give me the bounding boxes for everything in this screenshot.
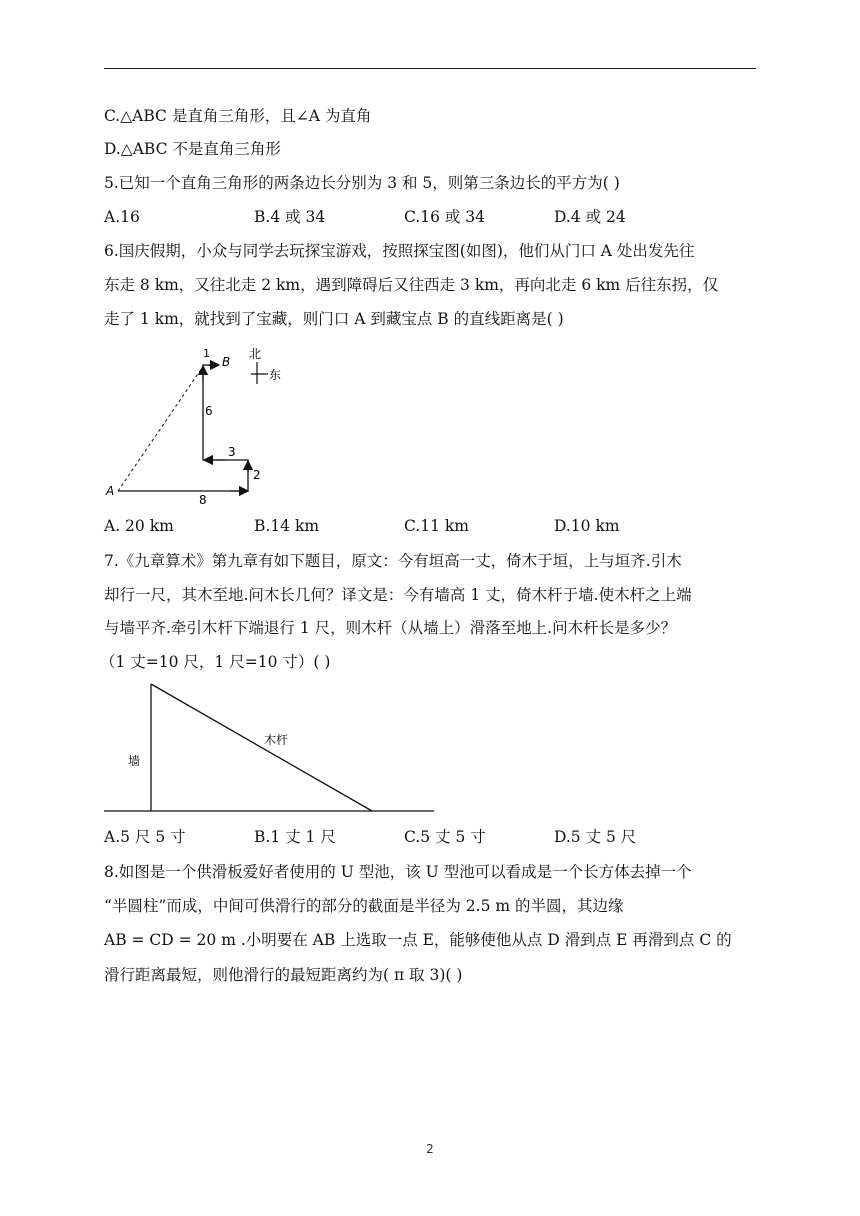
question-6-line-1: 6.国庆假期，小众与同学去玩探宝游戏，按照探宝图(如图)，他们从门口 A 处出发先往 (104, 242, 695, 260)
question-7-line-2: 却行一尺，其木至地.问木长几何？译文是：今有墙高 1 丈，倚木杆于墙.使木杆之上端 (104, 586, 692, 604)
q6-option-a: A. 20 km (104, 517, 174, 535)
label-b: B (222, 355, 231, 369)
segment-2: 2 (253, 468, 261, 482)
q5-option-c: C.16 或 34 (404, 208, 486, 226)
pole-label: 木杆 (264, 733, 289, 747)
wall-pole-figure (100, 678, 440, 818)
q6-option-c: C.11 km (404, 517, 469, 535)
q6-option-b: B.14 km (254, 517, 320, 535)
q5-option-d: D.4 或 24 (554, 208, 626, 226)
label-a: A (106, 484, 115, 498)
wall-label: 墙 (128, 754, 141, 768)
q7-option-a: A.5 尺 5 寸 (104, 828, 186, 846)
q7-option-b: B.1 丈 1 尺 (254, 828, 336, 846)
compass-north: 北 (249, 347, 262, 361)
dashed-line-a-to-b (118, 365, 204, 491)
question-8-line-4: 滑行距离最短，则他滑行的最短距离约为( π 取 3)( ) (104, 966, 463, 984)
question-8-line-2: “半圆柱”而成，中间可供滑行的部分的截面是半径为 2.5 m 的半圆，其边缘 (104, 897, 624, 915)
segment-3: 3 (228, 445, 236, 459)
pole-line (151, 684, 372, 811)
question-8-line-1: 8.如图是一个供滑板爱好者使用的 U 型池，该 U 型池可以看成是一个长方体去掉一个 (104, 863, 692, 881)
page-number: 2 (426, 1142, 434, 1156)
option-c-prev: C.△ABC 是直角三角形，且∠A 为直角 (104, 107, 372, 125)
q7-option-d: D.5 丈 5 尺 (554, 828, 637, 846)
question-8-line-3: AB = CD = 20 m .小明要在 AB 上选取一点 E，能够使他从点 D 滑到点 E 再滑到点 C 的 (104, 931, 732, 949)
question-6-line-2: 东走 8 km，又往北走 2 km，遇到障碍后又往西走 3 km，再向北走 6 km 后往东拐，仅 (104, 276, 719, 294)
question-5: 5.已知一个直角三角形的两条边长分别为 3 和 5，则第三条边长的平方为( ) (104, 174, 620, 192)
header-rule (104, 68, 756, 69)
question-6-line-3: 走了 1 km，就找到了宝藏，则门口 A 到藏宝点 B 的直线距离是( ) (104, 310, 564, 328)
question-7-line-1: 7.《九章算术》第九章有如下题目，原文：今有垣高一丈，倚木于垣，上与垣齐.引木 (104, 552, 682, 570)
segment-1: 1 (203, 347, 210, 360)
question-7-line-3: 与墙平齐.牵引木杆下端退行 1 尺，则木杆（从墙上）滑落至地上.问木杆长是多少？ (104, 619, 677, 637)
q6-option-d: D.10 km (554, 517, 620, 535)
q5-option-a: A.16 (104, 208, 140, 226)
treasure-map-figure (100, 340, 300, 510)
q5-option-b: B.4 或 34 (254, 208, 326, 226)
option-d-prev: D.△ABC 不是直角三角形 (104, 140, 281, 158)
segment-6: 6 (205, 404, 213, 418)
segment-8: 8 (199, 493, 207, 507)
compass-east: 东 (269, 368, 282, 382)
question-7-line-4: （1 丈=10 尺，1 尺=10 寸）( ) (100, 653, 331, 671)
q7-option-c: C.5 丈 5 寸 (404, 828, 486, 846)
path-segments (118, 365, 248, 491)
